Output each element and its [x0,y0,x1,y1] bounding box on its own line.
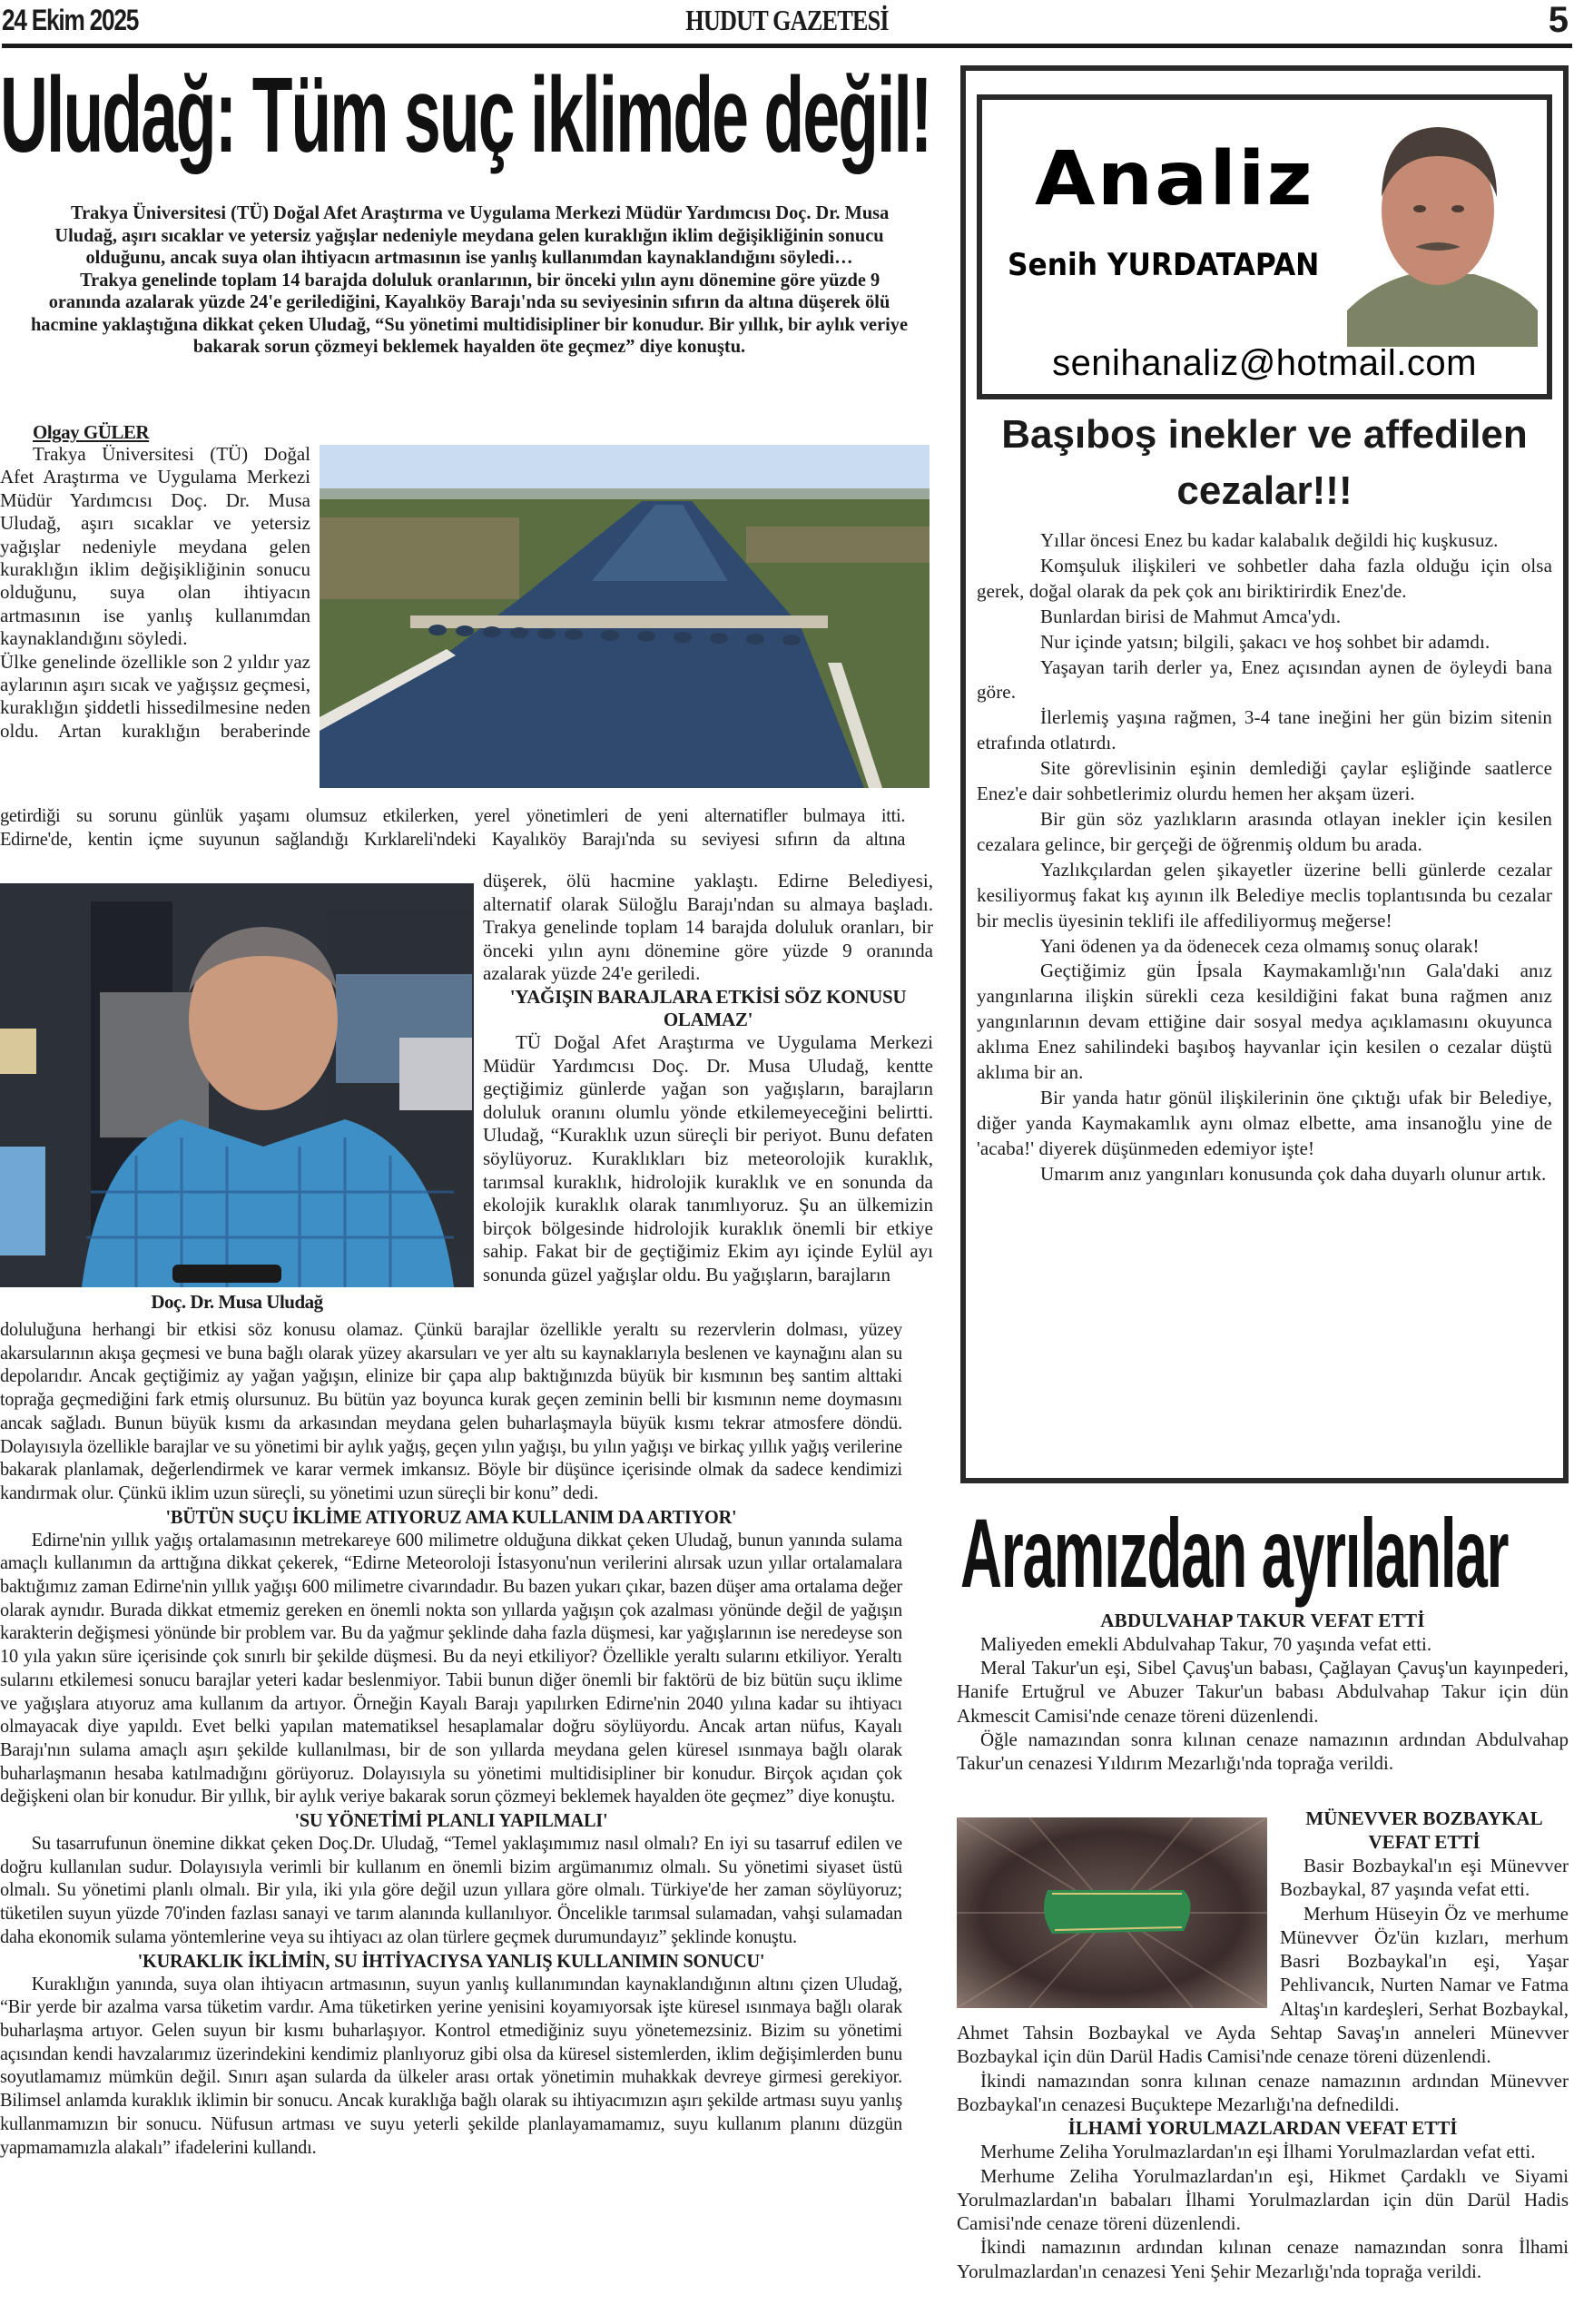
byline: Olgay GÜLER [33,421,150,443]
main-headline [0,56,944,183]
article-paragraph: düşerek, ölü hacmine yaklaştı. Edirne Belediyesi, alternatif olarak Süloğlu Barajı'ndan su almaya başladı. Trakya genelinde toplam 14 barajda doluluk oranları, bir önceki yılın aynı dönemine göre yüzde 9 oranında azalarak yüzde 24'e geriledi. [483,870,933,985]
full-width-lines [0,804,905,851]
professor-photo [0,883,474,1287]
column-paragraph: Bunlardan birisi de Mahmut Amca'ydı. [1040,605,1342,627]
article-lead [25,202,914,358]
narrow-column [0,443,310,743]
article-paragraph: doluluğuna herhangi bir etkisi söz konusu olamaz. Çünkü barajlar özellikle yeraltı su rezervlerin dolması, yüzey akarsularının akışa geçmesi ve buna bağlı olarak yüzey akarsuları ve yer altı su kaynaklarıyla beslenen ve kaynağını alan su depolarıdır. Ancak geçtiğimiz ay yağan yağışın, elinize bir çapa alıp baktığınızda büyük bir kısmının beş santim alttaki toprağa geçmediğini fark etmiş olursunuz. Bu bütün yaz boyunca kurak geçen zeminin belli bir kısmının neme doymasını ancak sağladı. Bunun büyük kısmı da arkasından meydana gelen buharlaşmayla büyük kısmı tekrar atmosfere döndü. Dolayısıyla özellikle barajlar ve su yönetimi bir aylık yağış, geçen yılın yağışı, bu yılın yağışı ve birkaç yıllık yağış verilerine bakarak planlamak, değerlendirmek ve karar vermek imkansız. Böyle bir düşünce içerisinde olmak da sadece kendimizi kandırmak olur. Çünkü iklim uzun süreçli, su yönetimi uzun süreçli bir konu” dedi. [0,1318,902,1503]
article-line: Edirne'de, kentin içme suyunun sağlandığı Kırklareli'ndeki Kayalıköy Barajı'nda su seviyesi sıfırın da altına [0,827,906,850]
obituary-paragraph: Merhume Zeliha Yorulmazlardan'ın eşi İlhami Yorulmazlardan vefat etti. [980,2141,1536,2163]
column-paragraph: Yani ödenen ya da ödenecek ceza olmamış sonuç olarak! [1040,934,1480,957]
obituary-takur [957,1609,1569,1775]
obituary-paragraph: Basir Bozbaykal'ın eşi Münevver Bozbaykal, 87 yaşında vefat etti. [1280,1855,1569,1901]
obituary-paragraph: İkindi namazından sonra kılınan cenaze namazının ardından Münevver Bozbaykal'ın cenazesi Buçuktepe Mezarlığı'na defnedildi. [957,2069,1569,2115]
article-paragraph: Edirne'nin yıllık yağış ortalamasının metrekareye 600 milimetre olduğuna dikkat çeken Uludağ, bunun yanında sulama amaçlı kullanımın da arttığına dikkat çekerek, “Edirne Meteoroloji İstasyonu'nun verilerini alırsak uzun yıllar ortalamalara baktığımız zaman Edirne'nin yıllık yağışı 600 milimetre civarındadır. Bu bazen yukarı çıkar, bazen düşer ama ortalama değer olarak aynıdır. Burada dikkat etmemiz gereken en önemli nokta son yıllarda yağışın çok azalması yönünde değil de yağışın karakterin değişmesi yönünde bir problem var. Bu da yağmur şeklinde daha fazla düşmesi, kar yağışlarının ise neredeyse son 10 yıla yakın süre içerisinde çok sınırlı bir şekilde düşmesi. Bu da neyi etkiliyor? Özellikle yeraltı sularını etkiliyor. Yeraltı sularını etkilemesi sonucu barajlar yeteri kadar beslenmiyor. Tabii bunun diğer önemli bir faktörü de biz bütün suçu iklime ve yağışlara atıyoruz ama kullanım da artıyor. Örneğin Kayalı Barajı yapılırken Edirne'nin 2040 yılına kadar su ihtiyacı olmayacak diye yapıldı. Evet belki yapılan matematiksel hesaplamalar doğru söylüyordu. Ancak artan nüfus, Kayalı Barajı'nın sulama amaçlı aşırı şekilde kullanılması, bir de son yıllarda meydana gelen küresel ısınmaya bağlı olarak buharlaşmanın hesaba katılmadığını görüyoruz. Dolayısıyla su yönetimi multidisipliner bir konudur. Birçok açıdan çok değişkeni olan bir konudur. Bir yıllık, bir aylık veriye bakarak sorun çözmeyi beklemek hayalden öte geçmez” diye konuştu. [0,1528,902,1807]
author-portrait [1347,111,1538,347]
column-paragraph: Komşuluk ilişkileri ve sohbetler daha fazla olduğu için olsa gerek, doğal olarak da pek çok anı biriktirirdik Enez'de. [977,554,1552,602]
column-paragraph: Yaşayan tarih derler ya, Enez açısından aynen de öyleydi bana göre. [977,655,1552,704]
obituaries-heading-text: Aramızdan ayrılanlar [960,1500,1509,1608]
main-headline-text: Uludağ: Tüm suç iklimde değil! [0,56,931,175]
river-bridge-photo [320,445,930,788]
page-number: 5 [1548,0,1569,40]
issue-date: 24 Ekim 2025 [2,4,139,36]
masthead [0,0,1574,47]
obituary-heading: İLHAMİ YORULMAZLARDAN VEFAT ETTİ [1067,2117,1458,2140]
obituary-group [957,1807,1569,2283]
column-paragraph: Bir yanda hatır gönül ilişkilerinin öne çıktığı ufak bir Belediye, diğer yanda Kaymakamlık aynı olmaz elbette, ama insanoğlu yine de 'acaba!' diyerek düşünmeden edemiyor işte! [977,1086,1552,1159]
obituaries-heading [960,1500,1574,1609]
author-photo [1347,111,1538,347]
funeral-crowd-image [957,1817,1267,2008]
column-body [977,528,1552,1187]
subheading: 'BÜTÜN SUÇU İKLİME ATIYORUZ AMA KULLANIM DA ARTIYOR' [165,1505,737,1528]
article-paragraph: Trakya Üniversitesi (TÜ) Doğal Afet Araştırma ve Uygulama Merkezi Müdür Yardımcısı Doç. Dr. Musa Uludağ, aşırı sıcaklar ve yetersiz yağışlar nedeniyle meydana gelen kuraklığın iklim değişikliğinin sonucu olduğunu, suya olan ihtiyacın artmasının ise yanlış kullanımdan kaynaklandığını söyledi. [0,443,310,650]
photo-caption: Doç. Dr. Musa Uludağ [151,1291,323,1313]
obituary-heading: ABDULVAHAP TAKUR VEFAT ETTİ [1100,1610,1425,1631]
subheading: 'SU YÖNETİMİ PLANLI YAPILMALI' [294,1809,608,1832]
professor-portrait [0,883,474,1287]
article-paragraph: TÜ Doğal Afet Araştırma ve Uygulama Merkezi Müdür Yardımcısı Doç. Dr. Musa Uludağ, kentte geçtiğimiz günlerde yağan son yağışların, barajların doluluk oranını olumlu yönde etkilemeyeceğini belirtti. Uludağ, “Kuraklık uzun süreçli bir periyot. Bunu defaten söylüyoruz. Kuraklıkları biz meteorolojik kuraklık, tarımsal kuraklık, hidrolojik kuraklık ve en sonunda da ekolojik kuraklık olarak tanımlıyoruz. Şu an ülkemizin birçok bölgesinde hidrolojik kuraklık önemli bir etkiye sahip. Fakat bir de geçtiğimiz Ekim ayı içinde Eylül ayı sonunda güzel yağışlar oldu. Bu yağışların, barajların [483,1030,933,1285]
obituary-paragraph: Maliyeden emekli Abdulvahap Takur, 70 yaşında vefat etti. [980,1633,1432,1655]
article-line: getirdiği su sorunu günlük yaşamı olumsuz etkilerken, yerel yönetimleri de yeni alternatifler bulmaya itti. [0,804,906,826]
lead-paragraph: Trakya genelinde toplam 14 barajda doluluk oranlarının, bir önceki yılın aynı dönemine göre yüzde 9 oranında azalarak yüzde 24'e gerilediğini, Kayalıköy Barajı'nda su seviyesinin sıfırın da altına düşerek ölü hacmine yaklaştığına dikkat çeken Uludağ, “Su yönetimi multidisipliner bir konudur. Bir yıllık, bir aylık veriye bakarak sorun çözmeyi beklemek hayalden öte geçmez” diye konuştu. [30,268,909,357]
lead-paragraph: Trakya Üniversitesi (TÜ) Doğal Afet Araştırma ve Uygulama Merkezi Müdür Yardımcısı Doç. Dr. Musa Uludağ, aşırı sıcaklar ve yetersiz yağışlar nedeniyle meydana gelen kuraklığın iklim değişikliğinin sonucu olduğunu, ancak suya olan ihtiyacın artmasının ise yanlış kullanımdan kaynaklandığını söyledi… [54,202,890,268]
column-paragraph: Nur içinde yatsın; bilgili, şakacı ve hoş sohbet bir adamdı. [1040,630,1490,653]
column-paragraph: Yıllar öncesi Enez bu kadar kalabalık değildi hiç kuşkusuz. [1040,529,1499,551]
article-paragraph: Ülke genelinde özellikle son 2 yıldır yaz aylarının aşırı sıcak ve yağışsız geçmesi, kuraklığın şiddetli hissedilmesine neden oldu. Artan kuraklığın beraberinde [0,650,310,742]
column-author-email[interactable]: senihanaliz@hotmail.com [1052,343,1477,383]
obituary-paragraph: İkindi namazının ardından kılınan cenaze namazından sonra İlhami Yorulmazlardan'ın cenazesi Yeni Şehir Mezarlığı'nda toprağa verildi. [957,2236,1569,2282]
subheading: 'YAĞIŞIN BARAJLARA ETKİSİ SÖZ KONUSU OLAMAZ' [509,985,907,1030]
column-section-label: Analiz [1035,136,1314,222]
obituary-paragraph: Meral Takur'un eşi, Sibel Çavuş'un babası, Çağlayan Çavuş'un kayınpederi, Hanife Ertuğrul ve Abuzer Takur'un babası Abdulvahap Takur için dün Akmescit Camisi'nde cenaze töreni düzenlendi. [957,1657,1569,1727]
column-paragraph: Bir gün söz yazlıkların arasında otlayan inekler için kesilen cezalara gelince, bir gerçeği de öğrenmiş oldum bu arada. [977,807,1552,855]
river-illustration [320,445,930,788]
newspaper-name: HUDUT GAZETESİ [685,4,889,36]
subheading: 'KURAKLIK İKLİMİN, SU İHTİYACIYSA YANLIŞ KULLANIMIN SONUCU' [137,1949,765,1972]
column-paragraph: Geçtiğimiz gün İpsala Kaymakamlığı'nın Gala'daki anız yangınlarına ilişkin sürekli ceza kesildiğini fakat buna rağmen anız yangınlarının devam ettiğine dair sosyal medya açıklamasını okuyunca aklıma Enez sahilindeki başıboş hayvanlar için kesilen o cezalar düştü aklıma bir an. [977,960,1552,1084]
article-right-column [483,870,933,1287]
obituary-heading: MÜNEVVER BOZBAYKAL VEFAT ETTİ [1305,1807,1543,1853]
column-author: Senih YURDATAPAN [1008,247,1320,283]
funeral-photo [957,1817,1267,2008]
column-paragraph: İlerlemiş yaşına rağmen, 3-4 tane ineğini her gün bizim sitenin etrafında otlatırdı. [977,706,1552,754]
masthead-rule [2,44,1572,48]
column-title: Başıboş inekler ve affedilen cezalar!!! [1001,412,1528,513]
column-paragraph: Yazlıkçılardan gelen şikayetler üzerine belli günlerde cezalar kesiliyormuş fakat kış ayının ilk Belediye meclis toplantısında bu cezalar bir meclis üyesinin teklifi ile affediliyormuş meğerse! [977,858,1552,931]
obituary-paragraph: Öğle namazından sonra kılınan cenaze namazının ardından Abdulvahap Takur'un cenazesi Yıldırım Mezarlığı'nda toprağa verildi. [957,1728,1569,1775]
column-paragraph: Umarım anız yangınları konusunda çok daha duyarlı olunur artık. [1040,1162,1547,1185]
article-paragraph: Su tasarrufunun önemine dikkat çeken Doç.Dr. Uludağ, “Temel yaklaşımımız nasıl olmalı? En iyi su tasarruf edilen ve doğru kullanılan sudur. Dolayısıyla verimli bir kullanım en önemli bizim argümanımız olmalı. Su yönetimi siyaset üstü olmalı. Su yönetimi planlı olmalı. Bir yıla, iki yıla göre değil uzun yıllara göre olmalı. Türkiye'de her zaman söylüyoruz; tüketilen suyun yüzde 70'inden fazlası sanayi ve tarım alanında kullanılıyor. Öncelikle tarımsal sulamadan, vahşi sulamadan daha ekonomik sulama yöntemlerine veya su ihtiyacı az olan türlere geçmek durumundayız” şeklinde konuştu. [0,1832,902,1947]
article-paragraph: Kuraklığın yanında, suya olan ihtiyacın artmasının, suyun yanlış kullanımından kaynaklandığının altını çizen Uludağ, “Bir yerde bir azalma varsa tüketim vardır. Ama tüketirken yerine yenisini koyamıyorsak işte küresel ısınmaya bağlı olarak buharlaşma artıyor. Gelen suyun bir kısmı buharlaşıyor. Kontrol etmediğiniz suyu yönetemezsiniz. Bizim su yönetimi açısından kendi havzalarımız üzerindekini kendimiz planlıyoruz gibi olsa da küresel sistemlerden, iklim değişimlerden bunu soyutlamamız mümkün değil. Sınırı aşan sularda da ülkeler arası ortak yönetimin muhakkak devreye girmesi gerekiyor. Bilimsel anlamda kuraklık iklimin bir sonucu. Ancak kuraklığa bağlı olarak su ihtiyacımızın aşırı şekilde artması suyu yanlış kullanmamızın bir sonucu. Nüfusun artması ve suyu yeterli şekilde planlayamamamız, suyu kullanım planını düzgün yapmamamızla alakalı” ifadelerini kullandı. [0,1972,902,2158]
obituary-paragraph: Merhume Zeliha Yorulmazlardan'ın eşi, Hikmet Çardaklı ve Siyami Yorulmazlardan'ın babaları İlhami Yorulmazlardan için dün Darül Hadis Camisi'nde cenaze töreni düzenlendi. [957,2164,1569,2235]
column-paragraph: Site görevlisinin eşinin demlediği çaylar eşliğinde saatlerce Enez'e dair sohbetlerimiz olurdu hemen her akşam üzeri. [977,757,1552,805]
article-body [0,1318,902,2159]
obituary-paragraph: Merhum Hüseyin Öz ve merhume Münevver Öz'ün kızları, merhum Basri Bozbaykal'ın eşi, Yaşar Pehlivancık, Nurten Namar ve Fatma Altaş'ın kardeşleri, Serhat Bozbaykal, Ahmet Tahsin Bozbaykal ve Ayda Sehtap Savaş'ın anneleri Münevver Bozbaykal için dün Darül Hadis Camisi'nde cenaze töreni düzenlendi. [957,1902,1569,2068]
